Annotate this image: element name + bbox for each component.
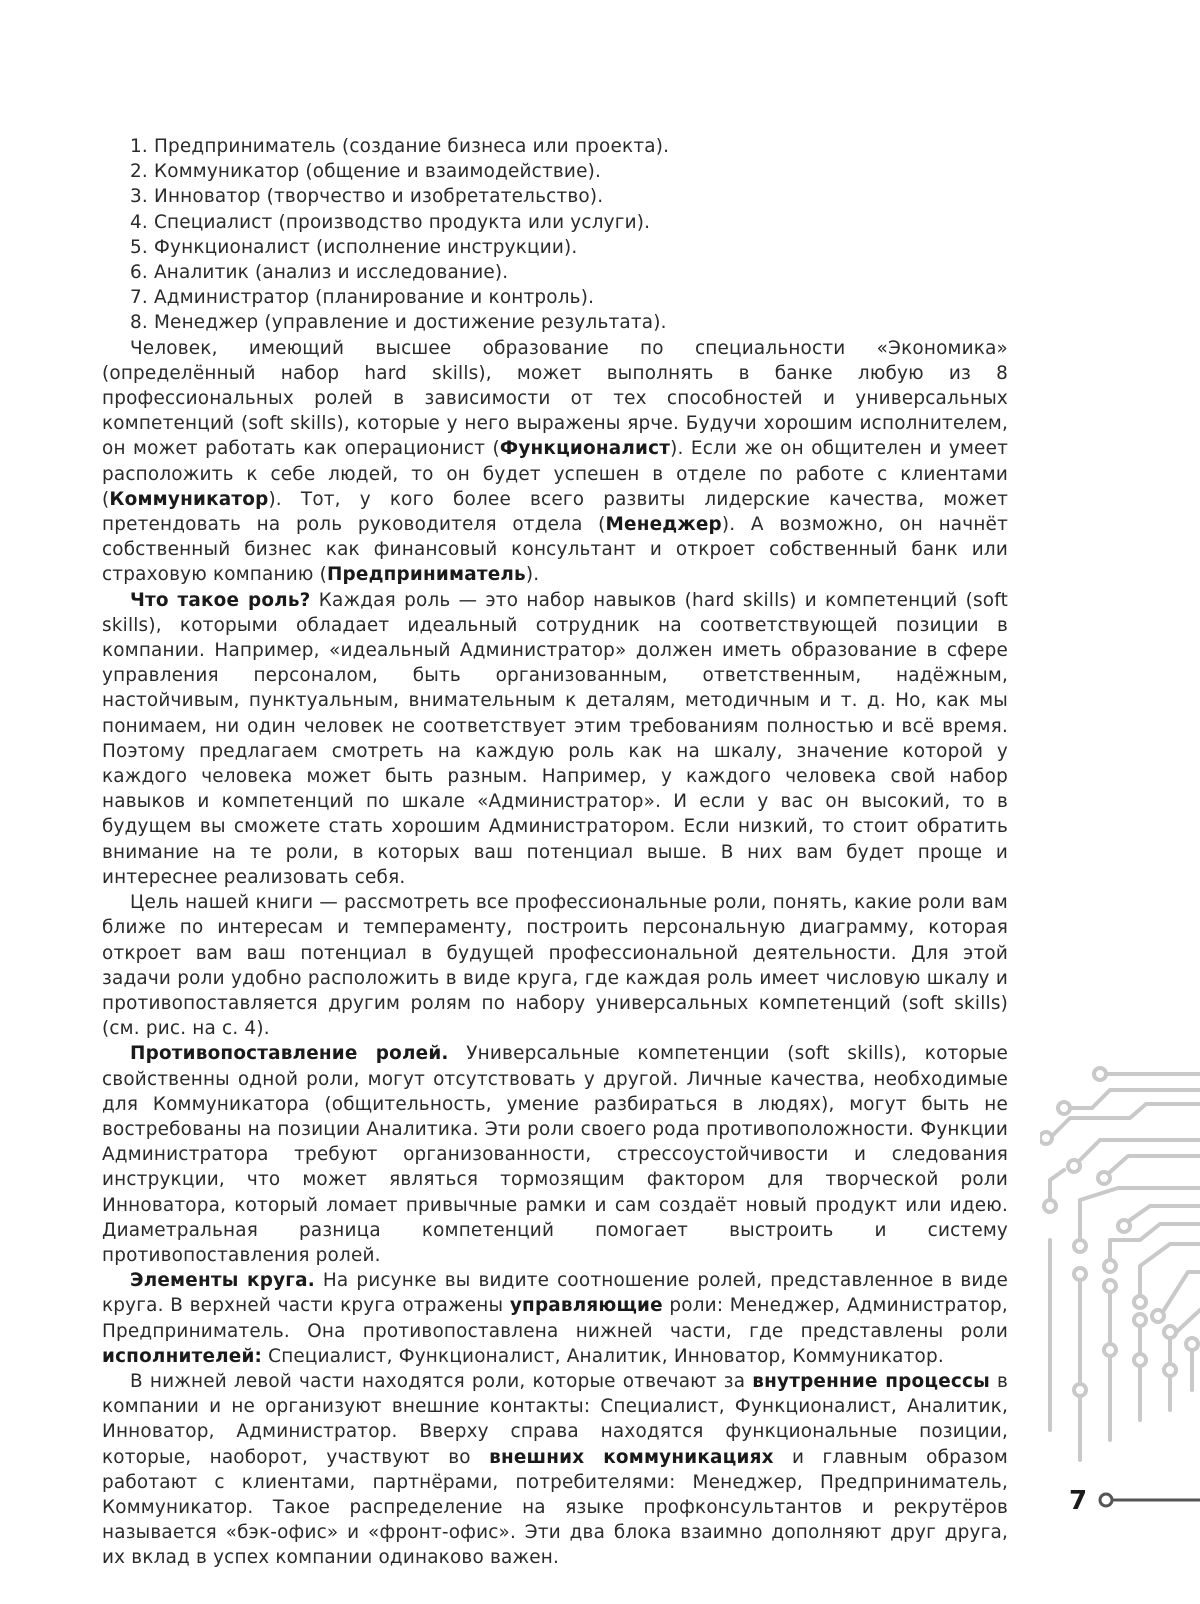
list-item: 3. Инноватор (творчество и изобретательство). (130, 186, 604, 208)
text-run: ). Тот, у кого более всего развиты лидерские качества, может претендовать на роль руководителя отдела ( (102, 488, 1008, 536)
text-run: В нижней левой части находятся роли, которые отвечают за (130, 1370, 753, 1392)
bold-term: управляющие (509, 1295, 663, 1317)
text-run: ). (525, 564, 540, 586)
circuit-decoration (1040, 1060, 1200, 1480)
text-run: Специалист, Функционалист, Аналитик, Инноватор, Коммуникатор. (262, 1345, 944, 1367)
bold-term: Функционалист (499, 438, 671, 460)
list-item: 4. Специалист (производство продукта или услуги). (130, 211, 651, 233)
text-run: Универсальные компетенции (soft skills), которые свойственны одной роли, могут отсутствовать у другой. Личные качества, необходимые для Коммуникатора (общительность, умение разбираться в людях), могут быть не востребованы на позиции Аналитика. Эти роли своего рода противоположности. Функции Администратора требуют организованности, стрессоустойчивости и следования инструкции, что может являться тормозящим фактором для творческой роли Инноватора, который ломает привычные рамки и сам создаёт новый продукт или идею. Диаметральная разница компетенций помогает выстроить и систему противопоставления ролей. (102, 1043, 1008, 1266)
paragraph-economist (102, 336, 1008, 588)
text-run: Каждая роль — это набор навыков (hard skills) и компетенций (soft skills), которыми обладает идеальный сотрудник на соответствующей позиции в компании. Например, «идеальный Администратор» должен иметь образование в сфере управления персоналом, быть организованным, ответственным, надёжным, настойчивым, пунктуальным, внимательным к деталям, методичным и т. д. Но, как мы понимаем, ни один человек не соответствует этим требованиям полностью и всё время. Поэтому предлагаем смотреть на каждую роль как на шкалу, значение которой у каждого человека может быть разным. Например, у каждого человека свой набор навыков и компетенций по шкале «Администратор». И если у вас он высокий, то в будущем вы сможете стать хорошим Администратором. Если низкий, то стоит обратить внимание на те роли, в которых ваш потенциал выше. В них вам будет проще и интереснее реализовать себя. (102, 589, 1008, 888)
text-run: роли: Менеджер, Администратор, Предприниматель. Она противопоставлена нижней части, где представлены роли (102, 1295, 1008, 1342)
bold-term: Менеджер (605, 514, 722, 536)
list-item: 1. Предприниматель (создание бизнеса или проекта). (130, 136, 670, 157)
text-run: в компании и не организуют внешние контакты: Специалист, Функционалист, Аналитик, Инноватор, Администратор. Вверху справа находятся функциональные позиции, которые, наоборот, участвуют во (102, 1370, 1008, 1468)
text-run: На рисунке вы видите соотношение ролей, представленное в виде круга. В верхней части круга отражены (102, 1270, 1009, 1317)
list-item: 8. Менеджер (управление и достижение результата). (130, 312, 667, 334)
bold-heading: Противопоставление ролей. (130, 1043, 449, 1065)
paragraph-what-is-role (102, 588, 1008, 890)
list-item: 7. Администратор (планирование и контроль). (130, 287, 595, 309)
paragraph-circle-elements (102, 1268, 1008, 1369)
page-body (102, 134, 1008, 1571)
text-run: Цель нашей книги — рассмотреть все профессиональные роли, понять, какие роли вам ближе по интересам и темпераменту, построить персональную диаграмму, которая откроет вам ваш потенциал в будущей профессиональной деятельности. Для этой задачи роли удобно расположить в виде круга, где каждая роль имеет числовую шкалу и противопоставляется другим ролям по набору универсальных компетенций (soft skills) (см. рис. на с. 4). (102, 892, 1008, 1040)
list-item: 6. Аналитик (анализ и исследование). (130, 262, 509, 284)
bold-term: исполнителей: (102, 1345, 263, 1367)
text-run: Человек, имеющий высшее образование по специальности «Экономика» (определённый набор hard skills), может выполнять в банке любую из 8 профессиональных ролей в зависимости от тех способностей и универсальных компетенций (soft skills), которые у него выражены ярче. Будучи хорошим исполнителем, он может работать как операционист ( (102, 337, 1008, 460)
paragraph-book-goal (102, 890, 1008, 1041)
paragraph-back-front-office (102, 1369, 1008, 1571)
bold-term: Предприниматель (326, 564, 526, 586)
list-item: 2. Коммуникатор (общение и взаимодействие). (130, 161, 602, 183)
text-run: ). Если же он общителен и умеет расположить к себе людей, то он будет успешен в отделе по работе с клиентами ( (102, 438, 1008, 510)
roles-list (102, 134, 1008, 336)
bold-heading: Что такое роль? (130, 589, 311, 611)
bold-term: Коммуникатор (109, 488, 269, 510)
list-item: 5. Функционалист (исполнение инструкции). (130, 236, 578, 258)
text-run: ). А возможно, он начнёт собственный бизнес как финансовый консультант и откроет собственный банк или страховую компанию ( (102, 514, 1008, 586)
page-number-line (1094, 1490, 1200, 1510)
text-run: и главным образом работают с клиентами, партнёрами, потребителями: Менеджер, Предприниматель, Коммуникатор. Такое распределение на языке профконсультантов и рекрутёров называется «бэк-офис» и «фронт-офис». Эти два блока взаимно дополняют друг друга, их вклад в успех компании одинаково важен. (102, 1446, 1009, 1569)
bold-term: внешних коммуникациях (489, 1446, 774, 1468)
page-number: 7 (1069, 1486, 1088, 1516)
bold-heading: Элементы круга. (130, 1270, 315, 1292)
bold-term: внутренние процессы (752, 1370, 990, 1392)
paragraph-role-opposition (102, 1041, 1008, 1268)
